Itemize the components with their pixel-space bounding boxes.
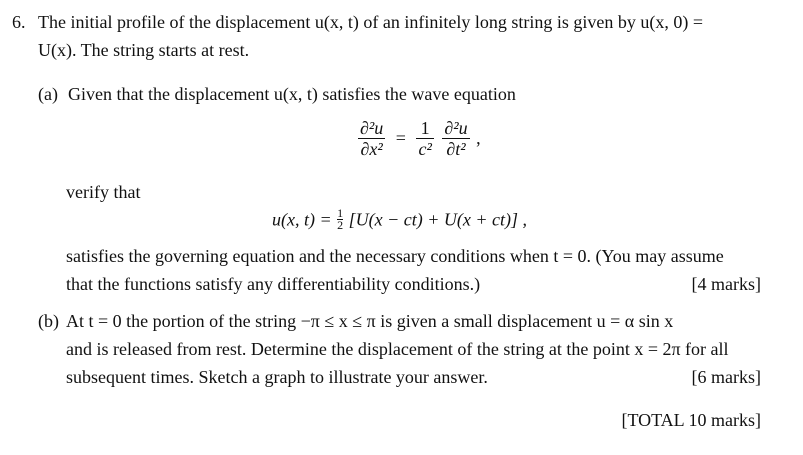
wave-lhs-den: ∂x² (358, 138, 385, 159)
part-a-line1: satisfies the governing equation and the necessary conditions when t = 0. (You may assume (66, 246, 724, 266)
solution-rhs: [U(x − ct) + U(x + ct)] , (348, 209, 528, 230)
part-b-line1: At t = 0 the portion of the string −π ≤ x ≤ π is given a small displacement u = α sin x (66, 311, 674, 331)
solution-lhs: u(x, t) = (272, 209, 332, 230)
part-a-label: (a) (38, 84, 58, 104)
wave-coef-num: 1 (420, 118, 430, 138)
question-intro-line2: U(x). The string starts at rest. (38, 40, 250, 60)
solution-half-den: 2 (337, 218, 344, 233)
part-b-line3: subsequent times. Sketch a graph to illustrate your answer. (66, 367, 488, 387)
wave-coef-fraction (416, 118, 433, 159)
question-number: 6. (12, 12, 26, 32)
part-a-line2: that the functions satisfy any differentiability conditions.) (66, 274, 481, 294)
solution-half (337, 208, 343, 231)
wave-trail: , (476, 128, 481, 148)
solution-formula (272, 208, 527, 231)
wave-lhs-num: ∂²u (360, 118, 384, 138)
wave-coef-den: c² (418, 139, 432, 159)
total-marks: [TOTAL 10 marks] (621, 410, 761, 430)
verify-text: verify that (66, 182, 141, 202)
wave-lhs-fraction (358, 118, 385, 159)
wave-rhs-den: ∂t² (442, 138, 469, 159)
wave-equation (356, 118, 481, 159)
part-b-line2: and is released from rest. Determine the displacement of the string at the point x = 2π for all (66, 339, 729, 359)
part-a-text: Given that the displacement u(x, t) satisfies the wave equation (68, 84, 516, 104)
question-intro-line1: The initial profile of the displacement u(x, t) of an infinitely long string is given by u(x, 0) = (38, 12, 704, 32)
part-b-label: (b) (38, 311, 59, 331)
wave-rhs-num: ∂²u (444, 118, 468, 138)
part-b-marks: [6 marks] (691, 367, 761, 387)
part-a-marks: [4 marks] (691, 274, 761, 294)
solution-half-num: 1 (337, 206, 344, 221)
wave-equals: = (395, 128, 406, 148)
wave-rhs-fraction (442, 118, 469, 159)
